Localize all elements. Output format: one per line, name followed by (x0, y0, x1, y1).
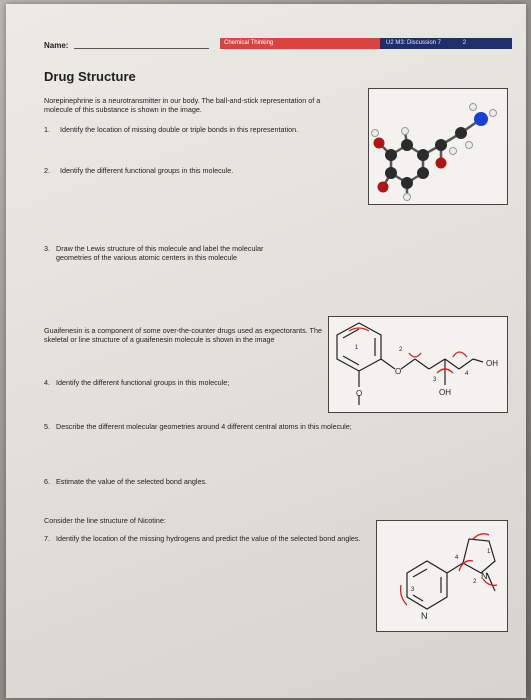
angle-arrows (401, 534, 497, 605)
oh-bottom-label: OH (439, 388, 451, 397)
angle-label-4: 4 (455, 555, 459, 561)
name-line (74, 48, 209, 49)
angle-label-4: 4 (465, 371, 469, 377)
carbon-atom (401, 177, 413, 189)
nitrogen-atom (474, 112, 488, 126)
carbon-atom (417, 167, 429, 179)
oxygen-atom (436, 158, 447, 169)
q6-number: 6. (44, 477, 50, 486)
question-1 (44, 125, 329, 134)
ether-oxygen-label: O (395, 367, 402, 376)
q2-number: 2. (44, 166, 50, 175)
q1-text: Identify the location of missing double or triple bonds in this representation. (60, 125, 299, 134)
q7-text: Identify the location of the missing hydrogens and predict the value of the selected bond angles. (56, 534, 361, 543)
question-6 (44, 477, 344, 486)
question-2 (44, 166, 329, 175)
angle-label-3: 3 (433, 377, 437, 383)
worksheet-page (6, 4, 526, 698)
hydrogen-atom (404, 194, 411, 201)
question-4 (44, 378, 326, 387)
question-3 (44, 244, 264, 262)
guaifenesin-intro: Guaifenesin is a component of some over-the-counter drugs used as expectorants. The skeletal or line structure of a guaifenesin molecule is shown in the image (44, 326, 322, 345)
nicotine-structure-box (376, 520, 508, 632)
angle-label-2: 2 (399, 347, 403, 353)
ball-stick-box (368, 88, 508, 205)
hydrogen-atom (466, 142, 473, 149)
angle-label-1: 1 (487, 549, 491, 555)
guaifenesin-structure-box (328, 316, 508, 413)
q6-text: Estimate the value of the selected bond angles. (56, 477, 208, 486)
hydrogen-atom (450, 148, 457, 155)
guaifenesin-line-structure (329, 317, 507, 412)
question-7 (44, 534, 364, 543)
name-label: Name: (44, 41, 69, 50)
q7-number: 7. (44, 534, 50, 543)
methoxy-oxygen-label: O (356, 389, 363, 398)
q2-text: Identify the different functional groups in this molecule. (60, 166, 234, 175)
unit-tag (380, 38, 512, 49)
pyrrolidine-nitrogen-label: N (481, 571, 488, 581)
unit-tag-text: U2 M3: Discussion 7 (386, 40, 442, 46)
hydrogen-atom (372, 130, 379, 137)
q5-text: Describe the different molecular geometries around 4 different central atoms in this molecule; (56, 422, 352, 431)
q5-number: 5. (44, 422, 50, 431)
carbon-atom (401, 139, 413, 151)
q1-number: 1. (44, 125, 50, 134)
nicotine-line-structure (377, 521, 507, 631)
carbon-atom (385, 167, 397, 179)
q3-number: 3. (44, 244, 50, 253)
angle-label-2: 2 (473, 579, 477, 585)
page-title: Drug Structure (44, 69, 136, 84)
carbon-atom (455, 127, 467, 139)
nicotine-intro: Consider the line structure of Nicotine: (44, 516, 166, 525)
hydrogen-atom (470, 104, 477, 111)
oxygen-atom (374, 138, 385, 149)
intro-text: Norepinephrine is a neurotransmitter in our body. The ball-and-stick representation of a molecule of this substance is shown in the image. (44, 96, 321, 115)
carbon-atom (435, 139, 447, 151)
hydrogen-atom (402, 128, 409, 135)
carbon-atom (417, 149, 429, 161)
q4-number: 4. (44, 378, 50, 387)
angle-label-1: 1 (355, 345, 359, 351)
oxygen-atom (378, 182, 389, 193)
carbon-atom (385, 149, 397, 161)
page-number: 2 (462, 40, 467, 46)
norepinephrine-ball-stick (369, 89, 507, 204)
course-tag: Chemical Thinking (220, 38, 380, 49)
pyridine-nitrogen-label: N (421, 611, 428, 621)
question-5 (44, 422, 484, 431)
angle-label-3: 3 (411, 587, 415, 593)
hydrogen-atom (490, 110, 497, 117)
q4-text: Identify the different functional groups in this molecule; (56, 378, 230, 387)
oh-top-label: OH (486, 359, 498, 368)
q3-text: Draw the Lewis structure of this molecule and label the molecular geometries of the various atomic centers in this molecule (56, 244, 264, 263)
